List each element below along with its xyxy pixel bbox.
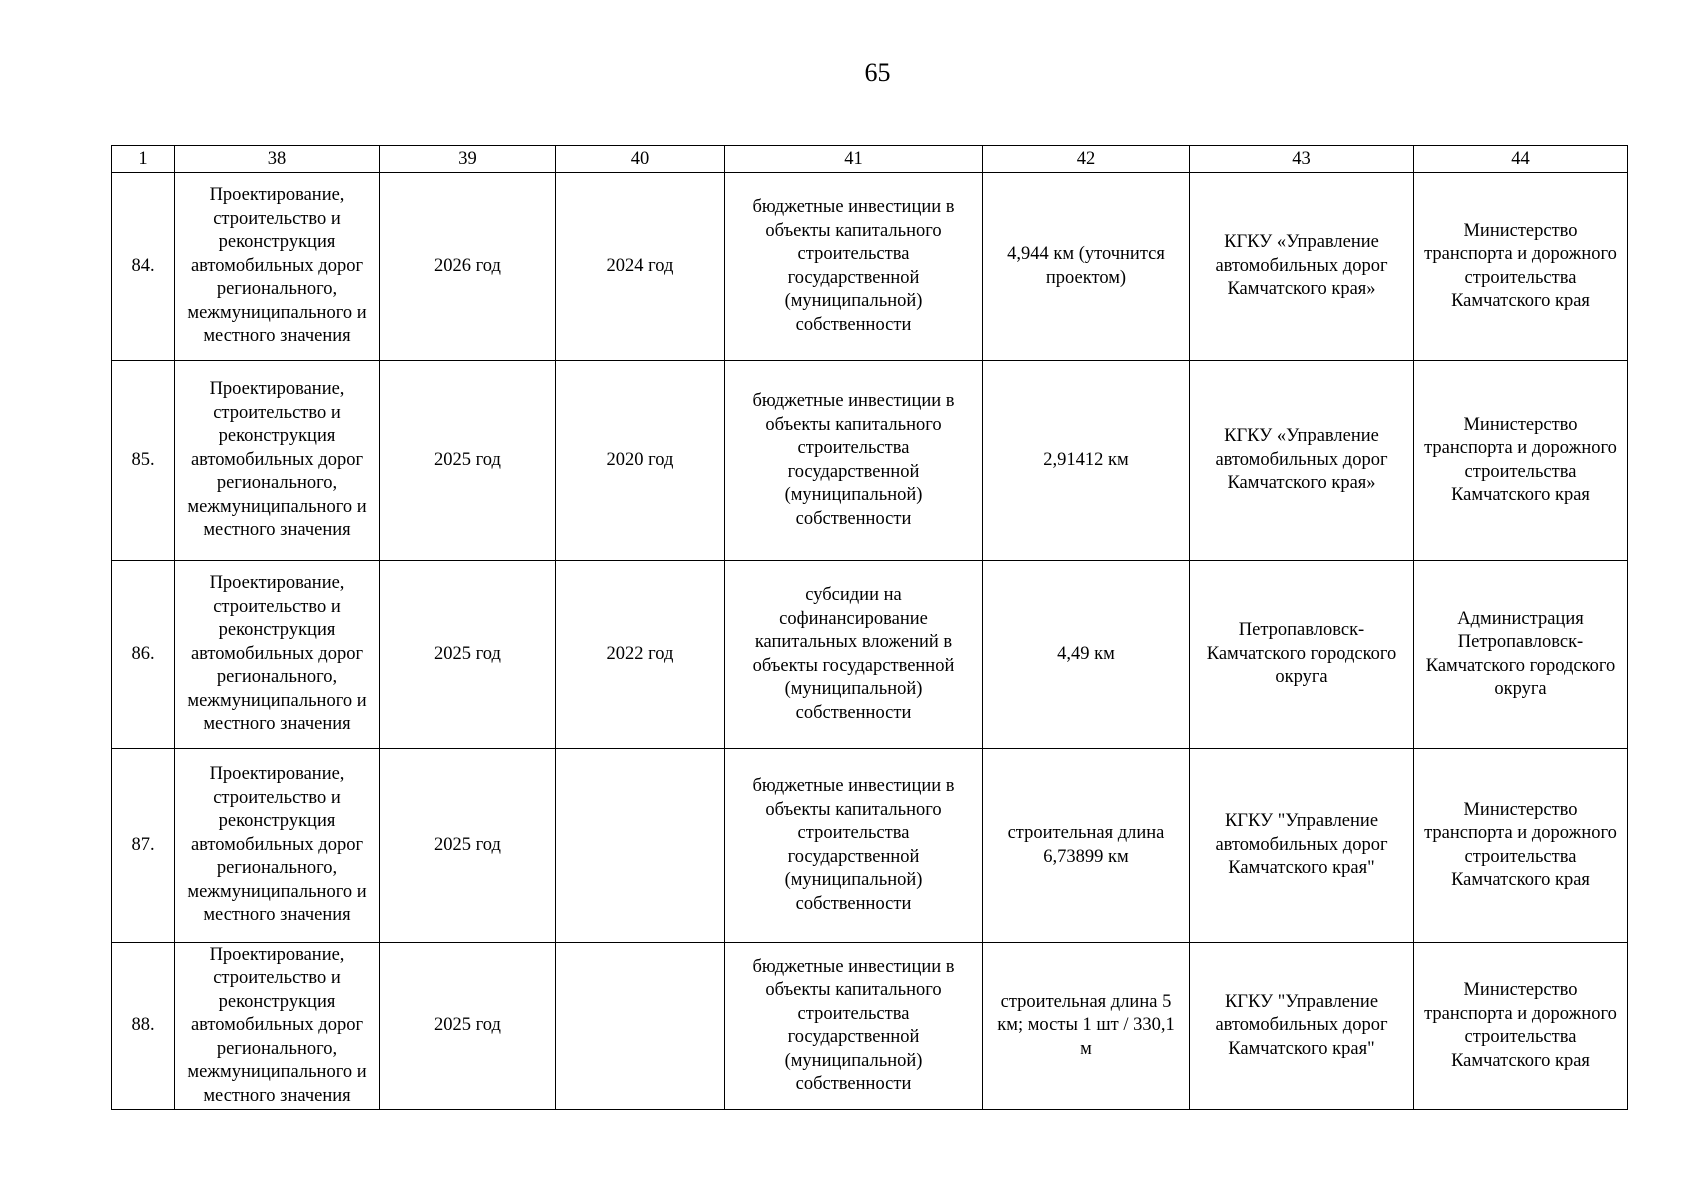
header-cell-41: 41 (725, 146, 983, 173)
start-year-cell (556, 943, 725, 1110)
activity-cell: Проектирование, строительство и реконструкция автомобильных дорог регионального, межмуниципального и местного значения (175, 361, 380, 561)
table-row (112, 361, 1628, 561)
year-cell: 2026 год (380, 173, 556, 361)
header-cell-38: 38 (175, 146, 380, 173)
administrator-cell: Министерство транспорта и дорожного строительства Камчатского края (1414, 361, 1628, 561)
funding-type-cell: бюджетные инвестиции в объекты капитального строительства государственной (муниципальной) собственности (725, 361, 983, 561)
customer-cell: КГКУ «Управление автомобильных дорог Камчатского края» (1190, 361, 1414, 561)
customer-cell: КГКУ "Управление автомобильных дорог Камчатского края" (1190, 749, 1414, 943)
row-number-cell: 86. (112, 561, 175, 749)
header-cell-44: 44 (1414, 146, 1628, 173)
header-cell-39: 39 (380, 146, 556, 173)
year-cell: 2025 год (380, 361, 556, 561)
capacity-cell: 4,944 км (уточнится проектом) (983, 173, 1190, 361)
administrator-cell: Администрация Петропавловск- Камчатского городского округа (1414, 561, 1628, 749)
activity-cell: Проектирование, строительство и реконструкция автомобильных дорог регионального, межмуниципального и местного значения (175, 173, 380, 361)
capacity-cell: 2,91412 км (983, 361, 1190, 561)
page-number: 65 (864, 58, 891, 87)
table-row (112, 943, 1628, 1110)
capacity-cell: строительная длина 6,73899 км (983, 749, 1190, 943)
header-cell-1: 1 (112, 146, 175, 173)
year-cell: 2025 год (380, 561, 556, 749)
administrator-cell: Министерство транспорта и дорожного строительства Камчатского края (1414, 943, 1628, 1110)
administrator-cell: Министерство транспорта и дорожного строительства Камчатского края (1414, 749, 1628, 943)
funding-type-cell: бюджетные инвестиции в объекты капитального строительства государственной (муниципальной) собственности (725, 943, 983, 1110)
capacity-cell: 4,49 км (983, 561, 1190, 749)
funding-type-cell: субсидии на софинансирование капитальных вложений в объекты государственной (муниципальной) собственности (725, 561, 983, 749)
row-number-cell: 87. (112, 749, 175, 943)
table-row (112, 749, 1628, 943)
table-header-row (112, 146, 1628, 173)
row-number-cell: 88. (112, 943, 175, 1110)
customer-cell: КГКУ "Управление автомобильных дорог Камчатского края" (1190, 943, 1414, 1110)
header-cell-40: 40 (556, 146, 725, 173)
activity-cell: Проектирование, строительство и реконструкция автомобильных дорог регионального, межмуниципального и местного значения (175, 943, 380, 1110)
administrator-cell: Министерство транспорта и дорожного строительства Камчатского края (1414, 173, 1628, 361)
activity-cell: Проектирование, строительство и реконструкция автомобильных дорог регионального, межмуниципального и местного значения (175, 561, 380, 749)
year-cell: 2025 год (380, 943, 556, 1110)
row-number-cell: 84. (112, 173, 175, 361)
year-cell: 2025 год (380, 749, 556, 943)
start-year-cell (556, 749, 725, 943)
activity-cell: Проектирование, строительство и реконструкция автомобильных дорог регионального, межмуниципального и местного значения (175, 749, 380, 943)
funding-type-cell: бюджетные инвестиции в объекты капитального строительства государственной (муниципальной) собственности (725, 749, 983, 943)
start-year-cell: 2022 год (556, 561, 725, 749)
header-cell-42: 42 (983, 146, 1190, 173)
funding-type-cell: бюджетные инвестиции в объекты капитального строительства государственной (муниципальной) собственности (725, 173, 983, 361)
capacity-cell: строительная длина 5 км; мосты 1 шт / 330,1 м (983, 943, 1190, 1110)
start-year-cell: 2024 год (556, 173, 725, 361)
table-row (112, 561, 1628, 749)
customer-cell: КГКУ «Управление автомобильных дорог Камчатского края» (1190, 173, 1414, 361)
table-row (112, 173, 1628, 361)
header-cell-43: 43 (1190, 146, 1414, 173)
customer-cell: Петропавловск- Камчатского городского округа (1190, 561, 1414, 749)
row-number-cell: 85. (112, 361, 175, 561)
data-table (111, 145, 1628, 1110)
start-year-cell: 2020 год (556, 361, 725, 561)
